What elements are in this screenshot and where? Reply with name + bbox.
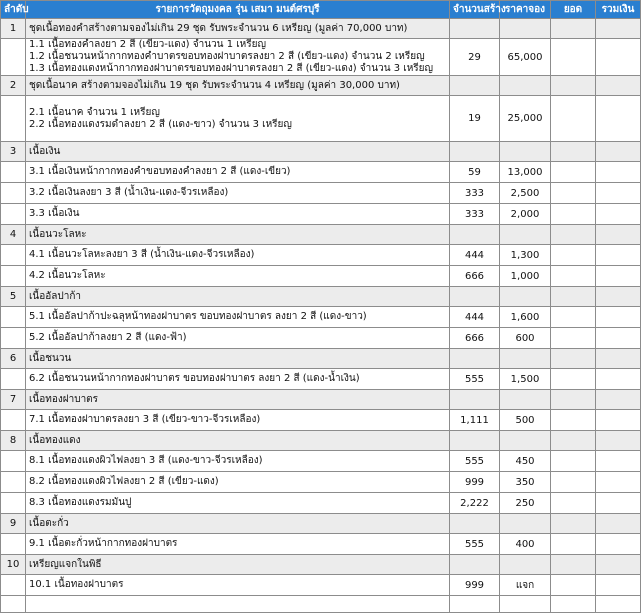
empty-cell [551,596,596,613]
section-row [1,349,641,369]
balance-cell [551,493,596,514]
total-cell [596,369,641,390]
empty-cell [450,287,500,307]
qty-cell: 555 [450,369,500,390]
empty-cell [551,225,596,245]
row-number-cell [1,472,26,493]
price-cell: 600 [500,328,551,349]
qty-cell: 999 [450,472,500,493]
empty-cell [1,596,26,613]
price-cell: 25,000 [500,96,551,142]
balance-cell [551,183,596,204]
row-number-cell [1,328,26,349]
price-cell: 2,500 [500,183,551,204]
total-cell [596,493,641,514]
item-line: 1.2 เนื้อชนวนหน้ากากทองคำบาตรขอบทองฝาบาตรลงยา 2 สี (เขียว-แดง) จำนวน 2 เหรียญ [29,51,425,62]
table-row [1,162,641,183]
row-number-cell [1,493,26,514]
section-title: เนื้อชนวน [26,349,450,369]
section-row [1,287,641,307]
empty-cell [596,349,641,369]
price-cell: 450 [500,451,551,472]
item-description [26,162,450,183]
section-row [1,142,641,162]
header-price: ราคาจอง [500,1,551,19]
item-description [26,266,450,287]
row-number-cell [1,162,26,183]
section-row [1,19,641,39]
total-cell [596,328,641,349]
total-cell [596,96,641,142]
item-line: 4.1 เนื้อนวะโลหะลงยา 3 สี (น้ำเงิน-แดง-จีวรเหลือง) [29,249,255,260]
table-row [1,451,641,472]
qty-cell: 59 [450,162,500,183]
row-number-cell [1,369,26,390]
empty-cell [596,555,641,575]
qty-cell: 444 [450,307,500,328]
section-title: เนื้อทองฝาบาตร [26,390,450,410]
price-cell: 250 [500,493,551,514]
empty-cell [450,76,500,96]
empty-cell [450,349,500,369]
total-cell [596,39,641,76]
section-number: 6 [1,349,26,369]
section-number: 7 [1,390,26,410]
empty-cell [500,349,551,369]
section-title: เนื้อทองแดง [26,431,450,451]
qty-cell: 2,222 [450,493,500,514]
balance-cell [551,328,596,349]
row-number-cell [1,183,26,204]
price-cell: 1,300 [500,245,551,266]
empty-cell [500,431,551,451]
price-cell: 2,000 [500,204,551,225]
section-number: 8 [1,431,26,451]
header-item: รายการวัตถุมงคล รุ่น เสมา มนต์ศรบุรี [26,1,450,19]
total-cell [596,451,641,472]
empty-cell [26,596,450,613]
price-cell: 1,600 [500,307,551,328]
section-row [1,514,641,534]
empty-cell [500,596,551,613]
price-cell: 1,000 [500,266,551,287]
empty-cell [596,142,641,162]
price-cell: 1,500 [500,369,551,390]
empty-cell [596,287,641,307]
row-number-cell [1,307,26,328]
item-description [26,96,450,142]
table-body [1,19,641,613]
section-number: 2 [1,76,26,96]
qty-cell: 555 [450,534,500,555]
section-number: 3 [1,142,26,162]
item-line: 1.3 เนื้อทองแดงหน้ากากทองฝาบาตรขอบทองฝาบาตรลงยา 2 สี (เขียว-แดง) จำนวน 3 เหรียญ [29,63,434,74]
table-row [1,307,641,328]
section-row [1,555,641,575]
qty-cell: 666 [450,328,500,349]
item-line: 8.3 เนื้อทองแดงรมมันปู [29,497,132,508]
balance-cell [551,472,596,493]
table-row [1,534,641,555]
section-title: ชุดเนื้อนาค สร้างตามจองไม่เกิน 19 ชุด รับพระจำนวน 4 เหรียญ (มูลค่า 30,000 บาท) [26,76,450,96]
item-description [26,472,450,493]
balance-cell [551,534,596,555]
item-description [26,451,450,472]
empty-cell [450,514,500,534]
qty-cell: 999 [450,575,500,596]
price-cell: 65,000 [500,39,551,76]
table-row [1,472,641,493]
section-title: เหรียญแจกในพิธี [26,555,450,575]
balance-cell [551,369,596,390]
empty-cell [500,142,551,162]
empty-cell [551,142,596,162]
empty-cell [500,76,551,96]
price-cell: 350 [500,472,551,493]
row-number-cell [1,534,26,555]
table-row [1,204,641,225]
item-line: 3.3 เนื้อเงิน [29,208,80,219]
item-description [26,307,450,328]
price-cell: แจก [500,575,551,596]
row-number-cell [1,204,26,225]
total-cell [596,266,641,287]
empty-cell [596,514,641,534]
balance-cell [551,162,596,183]
header-qty: จำนวนสร้าง [450,1,500,19]
section-number: 4 [1,225,26,245]
empty-cell [551,431,596,451]
empty-cell [596,19,641,39]
item-line: 7.1 เนื้อทองฝาบาตรลงยา 3 สี (เขียว-ขาว-จีวรเหลือง) [29,414,261,425]
row-number-cell [1,266,26,287]
row-number-cell [1,410,26,431]
header-total: รวมเงิน [596,1,641,19]
section-row [1,390,641,410]
empty-cell [450,225,500,245]
empty-cell [500,19,551,39]
empty-cell [500,287,551,307]
qty-cell: 666 [450,266,500,287]
empty-cell [551,287,596,307]
section-row [1,76,641,96]
item-description [26,575,450,596]
row-number-cell [1,39,26,76]
balance-cell [551,410,596,431]
item-line: 3.2 เนื้อเงินลงยา 3 สี (น้ำเงิน-แดง-จีวรเหลือง) [29,187,229,198]
balance-cell [551,245,596,266]
empty-cell [596,431,641,451]
total-cell [596,575,641,596]
empty-cell [450,431,500,451]
item-description [26,328,450,349]
table-row [1,410,641,431]
row-number-cell [1,96,26,142]
item-line: 8.2 เนื้อทองแดงผิวไฟลงยา 2 สี (เขียว-แดง) [29,476,219,487]
table-row [1,575,641,596]
section-number: 10 [1,555,26,575]
total-cell [596,162,641,183]
qty-cell: 1,111 [450,410,500,431]
empty-cell [596,225,641,245]
row-number-cell [1,575,26,596]
header-no: ลำดับ [1,1,26,19]
section-title: ชุดเนื้อทองคำสร้างตามจองไม่เกิน 29 ชุด รับพระจำนวน 6 เหรียญ (มูลค่า 70,000 บาท) [26,19,450,39]
item-line: 2.2 เนื้อทองแดงรมดำลงยา 2 สี (แดง-ขาว) จำนวน 3 เหรียญ [29,118,292,130]
header-balance: ยอด [551,1,596,19]
price-cell: 13,000 [500,162,551,183]
empty-cell [551,514,596,534]
section-title: เนื้อนวะโลหะ [26,225,450,245]
qty-cell: 444 [450,245,500,266]
total-cell [596,472,641,493]
total-cell [596,307,641,328]
item-description [26,534,450,555]
total-cell [596,245,641,266]
table-row [1,328,641,349]
item-description [26,183,450,204]
table-row [1,245,641,266]
section-row [1,225,641,245]
empty-cell [500,514,551,534]
table-row [1,96,641,142]
item-line: 4.2 เนื้อนวะโลหะ [29,270,106,281]
item-description [26,204,450,225]
empty-cell [450,19,500,39]
table-row [1,183,641,204]
empty-cell [450,555,500,575]
balance-cell [551,575,596,596]
price-cell: 500 [500,410,551,431]
empty-cell [551,390,596,410]
total-cell [596,204,641,225]
qty-cell: 333 [450,183,500,204]
item-description [26,245,450,266]
total-cell [596,410,641,431]
total-cell [596,183,641,204]
empty-cell [596,76,641,96]
balance-cell [551,266,596,287]
empty-cell [500,555,551,575]
item-line: 6.2 เนื้อชนวนหน้ากากทองฝาบาตร ขอบทองฝาบาตร ลงยา 2 สี (แดง-น้ำเงิน) [29,373,360,384]
balance-cell [551,39,596,76]
row-number-cell [1,451,26,472]
section-number: 9 [1,514,26,534]
qty-cell: 555 [450,451,500,472]
empty-cell [551,349,596,369]
empty-cell [596,390,641,410]
empty-cell [551,19,596,39]
empty-cell [551,76,596,96]
row-number-cell [1,245,26,266]
qty-cell: 333 [450,204,500,225]
item-line: 1.1 เนื้อทองคำลงยา 2 สี (เขียว-แดง) จำนวน 1 เหรียญ [29,39,266,50]
table-row [1,493,641,514]
empty-cell [500,390,551,410]
total-cell [596,534,641,555]
section-title: เนื้อเงิน [26,142,450,162]
empty-cell [450,390,500,410]
section-title: เนื้อตะกั่ว [26,514,450,534]
empty-cell [500,225,551,245]
item-line: 9.1 เนื้อตะกั่วหน้ากากทองฝาบาตร [29,538,178,549]
qty-cell: 19 [450,96,500,142]
item-line: 5.1 เนื้ออัลปาก้าปะฉลุหน้าทองฝาบาตร ขอบทองฝาบาตร ลงยา 2 สี (แดง-ขาว) [29,311,367,322]
balance-cell [551,451,596,472]
item-description [26,39,450,76]
balance-cell [551,307,596,328]
table-row [1,596,641,613]
table-row [1,39,641,76]
table-row [1,266,641,287]
item-line: 10.1 เนื้อทองฝาบาตร [29,579,124,590]
section-row [1,431,641,451]
section-number: 1 [1,19,26,39]
empty-cell [551,555,596,575]
item-line: 8.1 เนื้อทองแดงผิวไฟลงยา 3 สี (แดง-ขาว-จีวรเหลือง) [29,455,263,466]
balance-cell [551,96,596,142]
table-row [1,369,641,390]
balance-cell [551,204,596,225]
empty-cell [596,596,641,613]
item-description [26,493,450,514]
item-line: 3.1 เนื้อเงินหน้ากากทองคำขอบทองคำลงยา 2 สี (แดง-เขียว) [29,166,291,177]
empty-cell [450,596,500,613]
header-row [1,1,641,19]
section-title: เนื้ออัลปาก้า [26,287,450,307]
item-line: 5.2 เนื้ออัลปาก้าลงยา 2 สี (แดง-ฟ้า) [29,332,187,343]
empty-cell [450,142,500,162]
price-cell: 400 [500,534,551,555]
item-description [26,369,450,390]
item-line: 2.1 เนื้อนาค จำนวน 1 เหรียญ [29,106,160,118]
item-description [26,410,450,431]
qty-cell: 29 [450,39,500,76]
section-number: 5 [1,287,26,307]
